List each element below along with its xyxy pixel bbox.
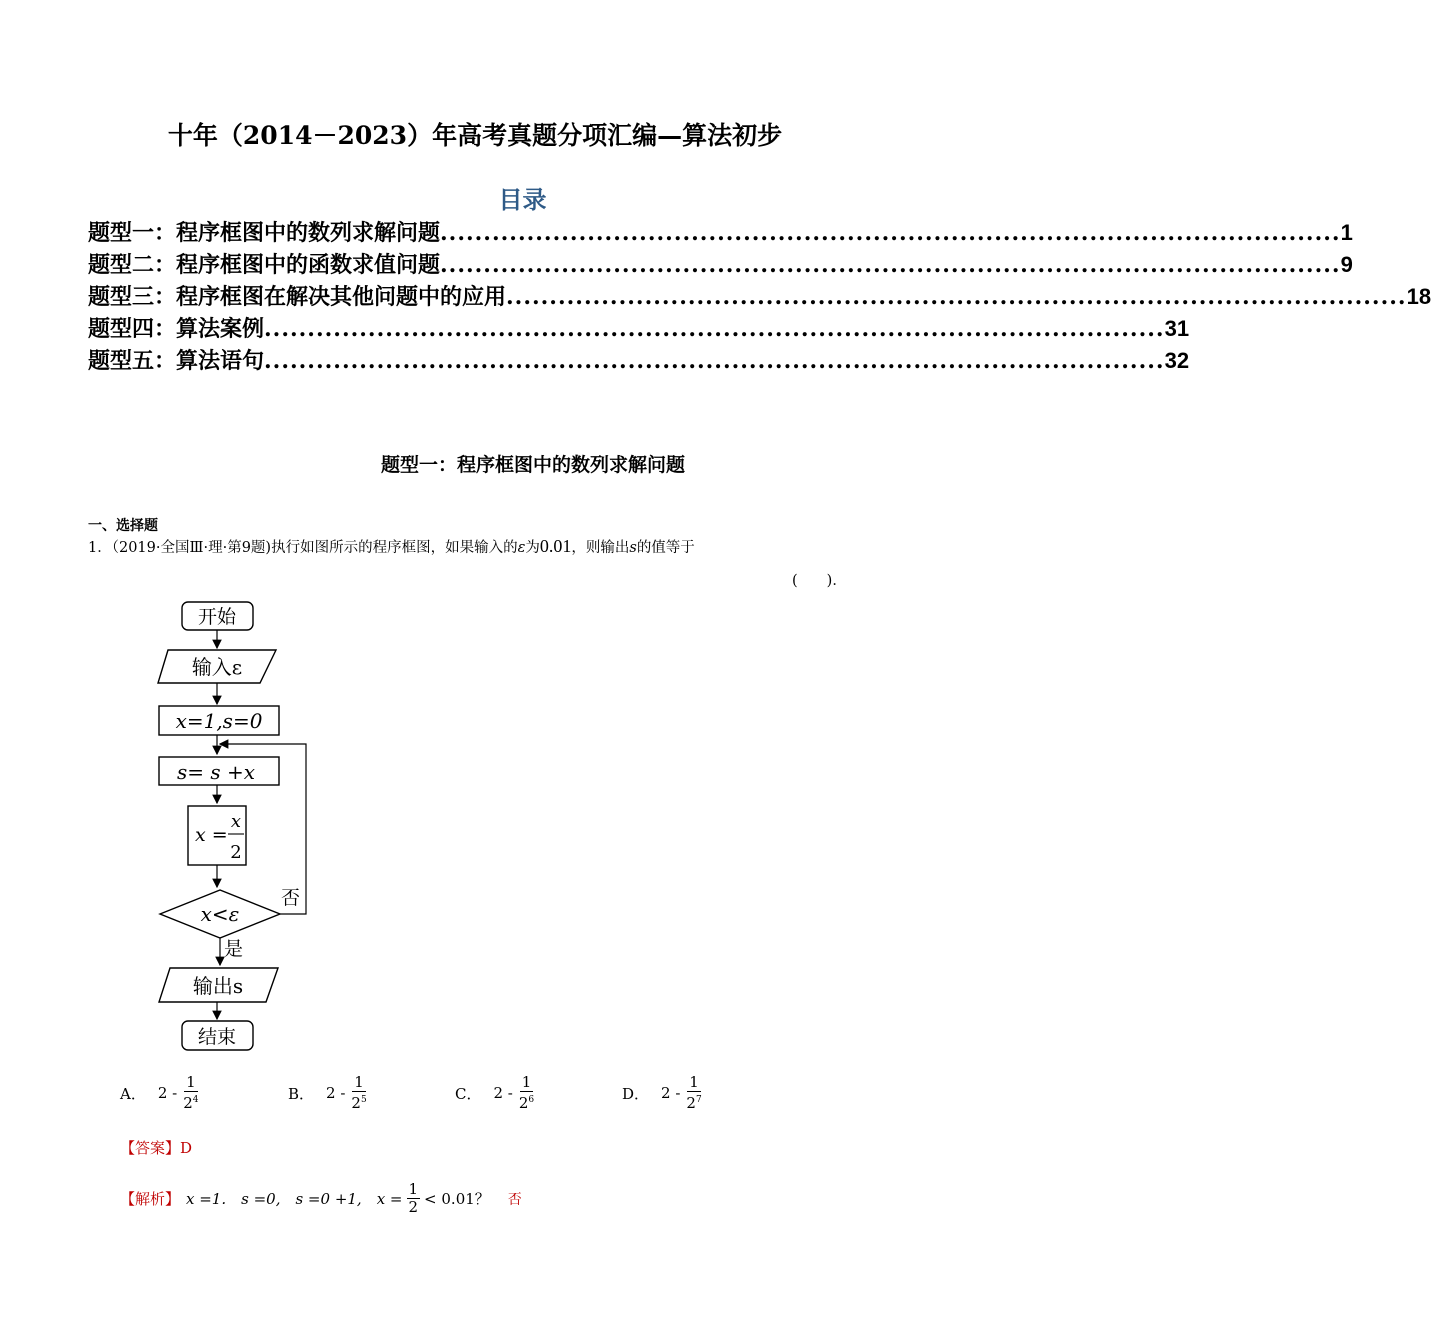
toc-item-label: 题型三：程序框图在解决其他问题中的应用 <box>88 284 507 310</box>
flow-input <box>158 650 276 683</box>
toc-leader: ........................................................................................................ <box>264 348 1165 374</box>
subsection-title: 一、选择题 <box>88 518 158 534</box>
toc-item[interactable] <box>88 280 1431 311</box>
option-fraction: $\frac{1}{2^5}$ <box>351 1073 367 1112</box>
svg-text:结束: 结束 <box>197 1026 237 1048</box>
toc-item-page: 31 <box>1164 316 1190 341</box>
flow-update-s <box>159 757 279 785</box>
toc-item-label: 题型一：程序框图中的数列求解问题 <box>88 220 441 246</box>
toc-item[interactable] <box>88 248 1353 279</box>
analysis-fraction: $\frac{1}{2}$ <box>408 1180 419 1216</box>
flowchart <box>150 596 320 1056</box>
svg-text:x<ε: x<ε <box>200 902 240 926</box>
analysis-verdict: 否 <box>507 1191 522 1208</box>
option-a[interactable]: A． 2 - $\frac{1}{2^4}$ <box>120 1073 199 1112</box>
toc-leader: ........................................................................................................ <box>506 284 1407 310</box>
section-title: 题型一：程序框图中的数列求解问题 <box>380 454 685 476</box>
question-number: 1． <box>88 540 112 556</box>
toc-item-page: 18 <box>1406 284 1431 309</box>
toc-item[interactable] <box>88 216 1353 247</box>
option-fraction: $\frac{1}{2^6}$ <box>518 1073 535 1112</box>
toc-leader: ........................................................................................................ <box>264 316 1165 342</box>
toc-item[interactable] <box>88 344 1190 375</box>
toc-item-page: 9 <box>1340 252 1353 277</box>
svg-text:输出s: 输出s <box>192 974 244 998</box>
toc-item-label: 题型五：算法语句 <box>88 348 265 374</box>
question-text: 1．（2019·全国Ⅲ·理·第9题)执行如图所示的程序框图，如果输入的ε为0.01，则输出s的值等于 <box>88 536 695 556</box>
answer-blank: ( )． <box>792 573 847 589</box>
toc-item-label: 题型四：算法案例 <box>88 316 265 342</box>
flow-condition <box>160 890 280 938</box>
toc-leader: ........................................................................................................ <box>440 220 1341 246</box>
no-label: 否 <box>281 887 301 909</box>
svg-text:x: x <box>230 811 242 832</box>
option-fraction: $\frac{1}{2^4}$ <box>183 1073 199 1112</box>
answer-line <box>120 1137 192 1158</box>
analysis-line: 【解析】 x =1. s =0, s =0 +1, x = $\frac{1}{2}$ < 0.01？ 否 <box>120 1180 522 1216</box>
option-c[interactable]: C． 2 - $\frac{1}{2^6}$ <box>455 1073 535 1112</box>
flow-start <box>182 602 253 630</box>
svg-text:x =: x = <box>195 824 228 846</box>
svg-text:x=1,s=0: x=1,s=0 <box>175 709 263 733</box>
flow-init <box>159 706 279 735</box>
svg-text:2: 2 <box>230 842 242 863</box>
svg-text:输入ε: 输入ε <box>191 655 243 679</box>
svg-text:开始: 开始 <box>197 606 237 628</box>
answer-value: D <box>180 1139 193 1157</box>
question-source: （2019·全国Ⅲ·理·第9题) <box>111 540 272 556</box>
toc-heading: 目录 <box>498 185 547 214</box>
document-title: 十年（2014－2023）年高考真题分项汇编—算法初步 <box>167 121 783 150</box>
option-fraction: $\frac{1}{2^7}$ <box>686 1073 702 1112</box>
toc-leader: ........................................................................................................ <box>440 252 1341 278</box>
toc-item-label: 题型二：程序框图中的函数求值问题 <box>88 252 441 278</box>
svg-text:s= s +x: s= s +x <box>176 760 256 784</box>
toc-item-page: 1 <box>1340 220 1353 245</box>
analysis-label: 【解析】 <box>120 1190 181 1208</box>
answer-label: 【答案】 <box>120 1139 181 1157</box>
flow-output <box>159 968 278 1002</box>
toc-item[interactable] <box>88 312 1190 343</box>
option-d[interactable]: D． 2 - $\frac{1}{2^7}$ <box>622 1073 702 1112</box>
flow-update-x <box>188 806 246 865</box>
option-b[interactable]: B． 2 - $\frac{1}{2^5}$ <box>288 1073 367 1112</box>
toc-item-page: 32 <box>1164 348 1190 373</box>
flow-end <box>182 1021 253 1050</box>
yes-label: 是 <box>224 938 244 960</box>
